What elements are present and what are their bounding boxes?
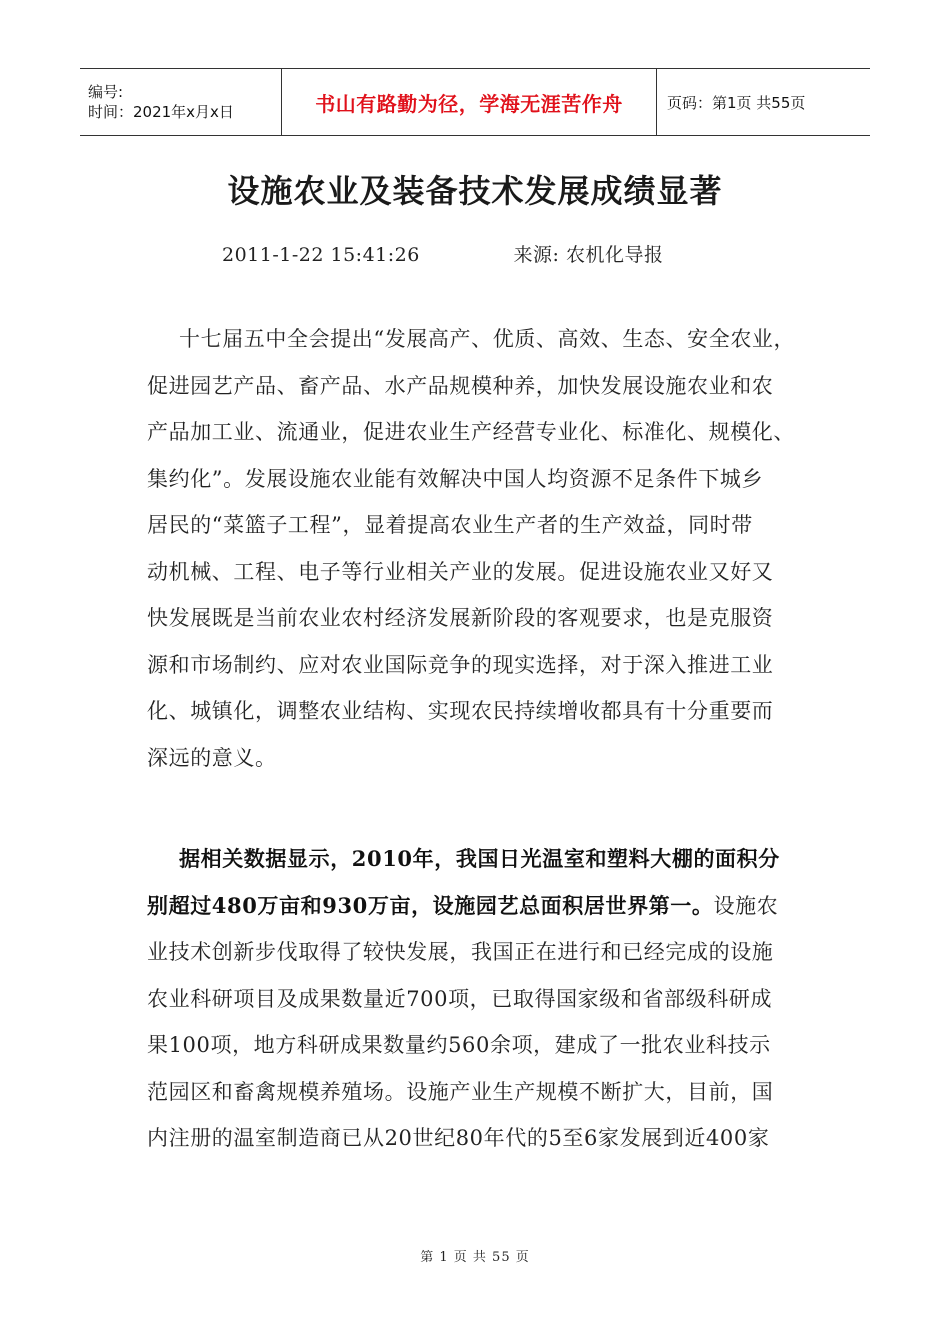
- paragraph-line: 促进园艺产品、畜产品、水产品规模种养，加快发展设施农业和农: [147, 373, 774, 398]
- header-info-cell: [80, 69, 281, 135]
- paragraph-1: [147, 316, 837, 781]
- paragraph-line: 内注册的温室制造商已从20世纪80年代的5至6家发展到近400家: [147, 1126, 770, 1150]
- header-table: [80, 68, 870, 136]
- paragraph-line: 集约化”。发展设施农业能有效解决中国人均资源不足条件下城乡: [147, 466, 764, 491]
- article-date: 2011-1-22 15:41:26: [222, 244, 420, 266]
- header-motto-cell: [281, 69, 657, 135]
- paragraph-line: 快发展既是当前农业农村经济发展新阶段的客观要求，也是克服资: [147, 606, 774, 630]
- bold-text: 别超过480万亩和930万亩，设施园艺总面积居世界第一。: [147, 892, 714, 918]
- normal-text: 设施农: [713, 893, 779, 918]
- paragraph-line: 深远的意义。: [147, 745, 277, 770]
- article-source: 来源: 农机化导报: [513, 244, 664, 266]
- paragraph-line: 源和市场制约、应对农业国际竞争的现实选择，对于深入推进工业: [147, 652, 774, 677]
- paragraph-line: 十七届五中全会提出“发展高产、优质、高效、生态、安全农业，: [179, 327, 796, 351]
- motto-text: 书山有路勤为径，学海无涯苦作舟: [315, 91, 623, 116]
- header-page-cell: [657, 69, 870, 135]
- paragraph-line: 范园区和畜禽规模养殖场。设施产业生产规模不断扩大，目前，国: [147, 1079, 774, 1104]
- article-title: 设施农业及装备技术发展成绩显著: [227, 172, 723, 210]
- paragraph-line-bold: 据相关数据显示，2010年，我国日光温室和塑料大棚的面积分: [179, 846, 780, 871]
- paragraph-line: 居民的“菜篮子工程”，显着提高农业生产者的生产效益，同时带: [147, 513, 753, 537]
- page-info: 页码：第1页 共55页: [667, 93, 806, 112]
- paragraph-line: 动机械、工程、电子等行业相关产业的发展。促进设施农业又好又: [147, 559, 774, 584]
- paragraph-2: [147, 836, 837, 1162]
- paragraph-line: 业技术创新步伐取得了较快发展，我国正在进行和已经完成的设施: [147, 940, 774, 964]
- article-meta: [222, 240, 664, 267]
- paragraph-line: 化、城镇化，调整农业结构、实现农民持续增收都具有十分重要而: [147, 699, 774, 723]
- paragraph-line-mixed: [147, 883, 837, 930]
- page-footer: 第 1 页 共 55 页: [420, 1250, 530, 1265]
- number-label: 编号:: [88, 83, 124, 101]
- time-label: 时间：2021年x月x日: [88, 103, 234, 121]
- paragraph-line: 农业科研项目及成果数量近700项，已取得国家级和省部级科研成: [147, 986, 773, 1011]
- paragraph-line: 果100项，地方科研成果数量约560余项，建成了一批农业科技示: [147, 1033, 771, 1057]
- paragraph-line: 产品加工业、流通业，促进农业生产经营专业化、标准化、规模化、: [147, 420, 795, 444]
